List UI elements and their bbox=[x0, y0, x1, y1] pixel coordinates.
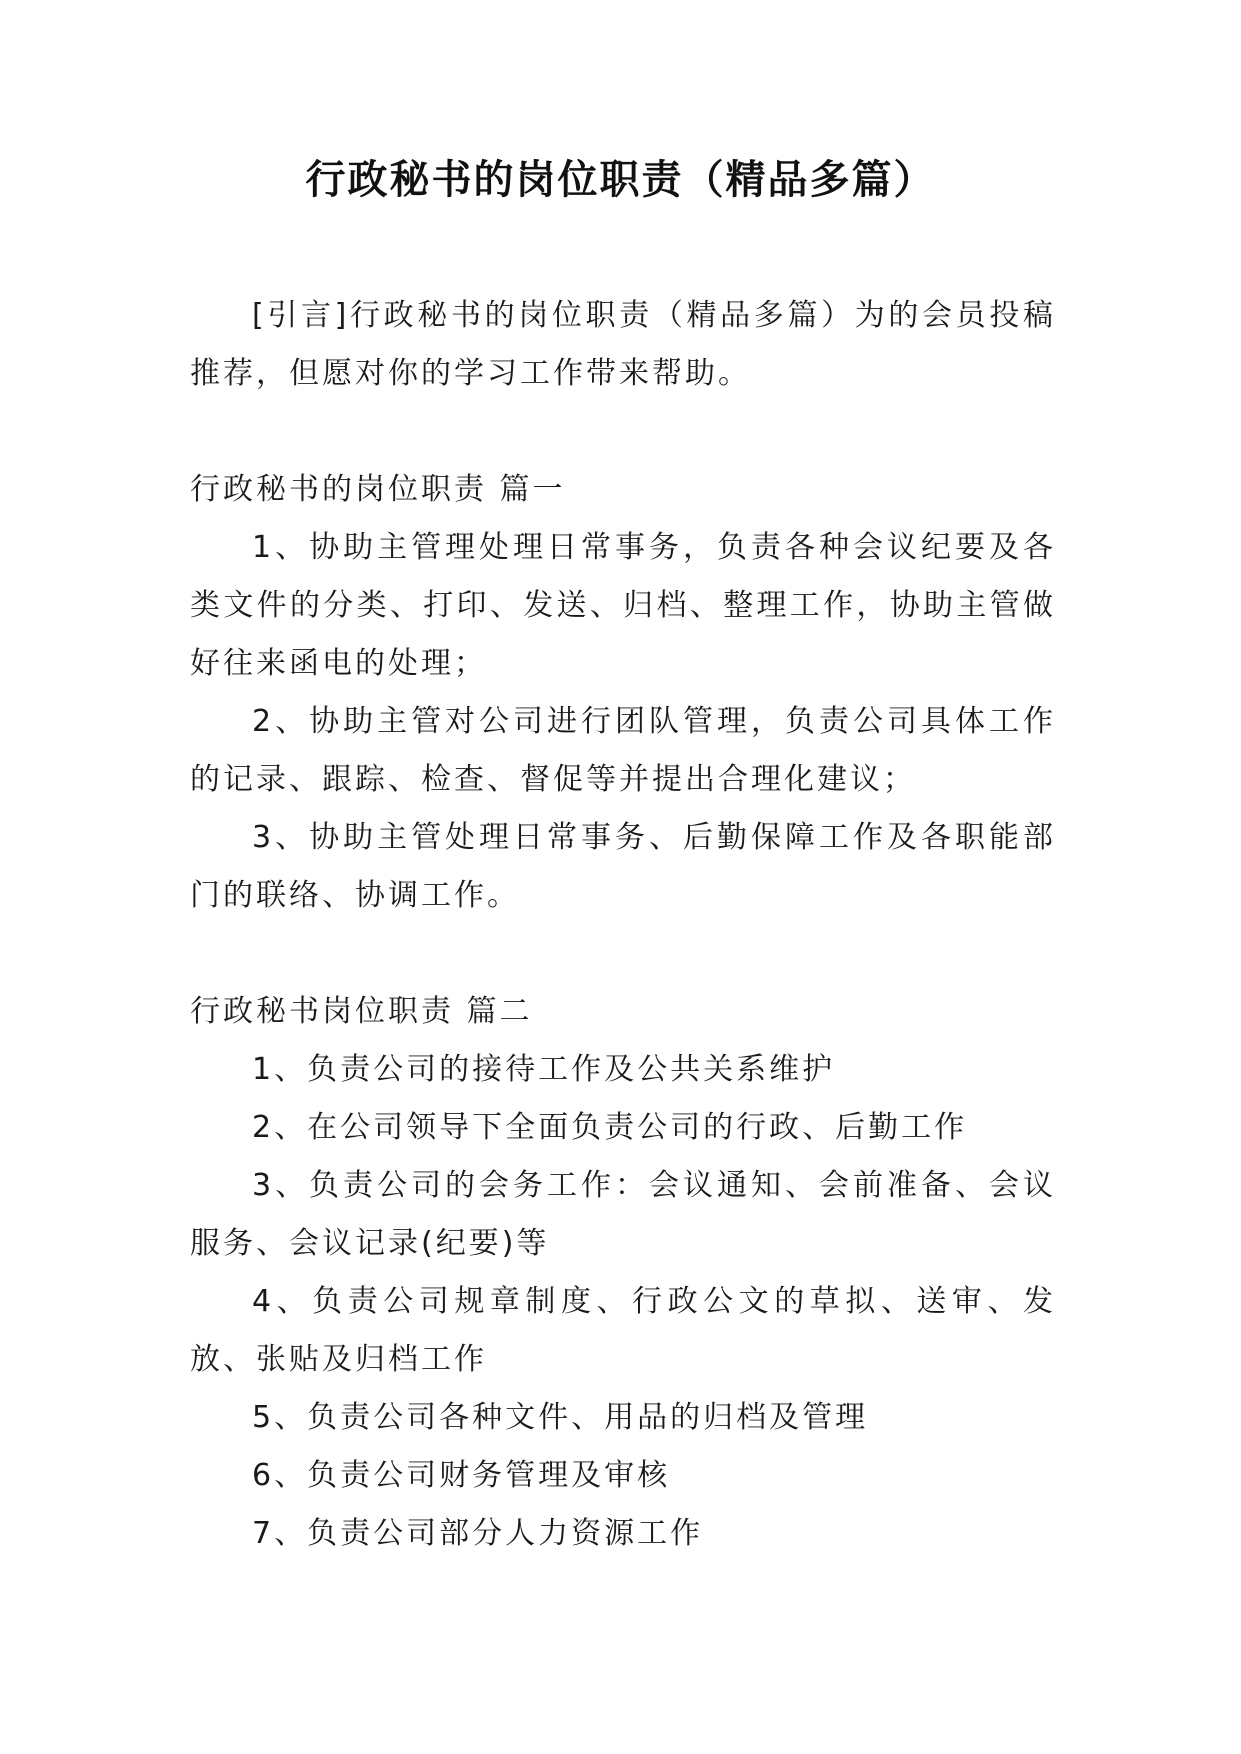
list-item: 4、负责公司规章制度、行政公文的草拟、送审、发放、张贴及归档工作 bbox=[190, 1284, 1056, 1377]
list-item: 6、负责公司财务管理及审核 bbox=[252, 1458, 671, 1493]
list-item: 1、负责公司的接待工作及公共关系维护 bbox=[252, 1052, 836, 1087]
spacer bbox=[190, 403, 1056, 461]
section-heading-1: 行政秘书的岗位职责 篇一 bbox=[190, 472, 566, 507]
list-item: 5、负责公司各种文件、用品的归档及管理 bbox=[252, 1400, 869, 1435]
document-title: 行政秘书的岗位职责（精品多篇） bbox=[305, 156, 936, 203]
list-item: 2、协助主管对公司进行团队管理，负责公司具体工作的记录、跟踪、检查、督促等并提出合理化建议； bbox=[190, 704, 1056, 797]
list-item: 2、在公司领导下全面负责公司的行政、后勤工作 bbox=[252, 1110, 968, 1145]
list-item: 7、负责公司部分人力资源工作 bbox=[252, 1516, 704, 1551]
document-body bbox=[190, 287, 1056, 1563]
section-heading-2: 行政秘书岗位职责 篇二 bbox=[190, 994, 533, 1029]
spacer bbox=[190, 925, 1056, 983]
list-item: 3、负责公司的会务工作：会议通知、会前准备、会议服务、会议记录(纪要)等 bbox=[190, 1168, 1056, 1261]
intro-paragraph: [引言]行政秘书的岗位职责（精品多篇）为的会员投稿推荐，但愿对你的学习工作带来帮助。 bbox=[190, 298, 1056, 391]
list-item: 1、协助主管理处理日常事务，负责各种会议纪要及各类文件的分类、打印、发送、归档、整理工作，协助主管做好往来函电的处理； bbox=[190, 530, 1056, 681]
list-item: 3、协助主管处理日常事务、后勤保障工作及各职能部门的联络、协调工作。 bbox=[190, 820, 1056, 913]
